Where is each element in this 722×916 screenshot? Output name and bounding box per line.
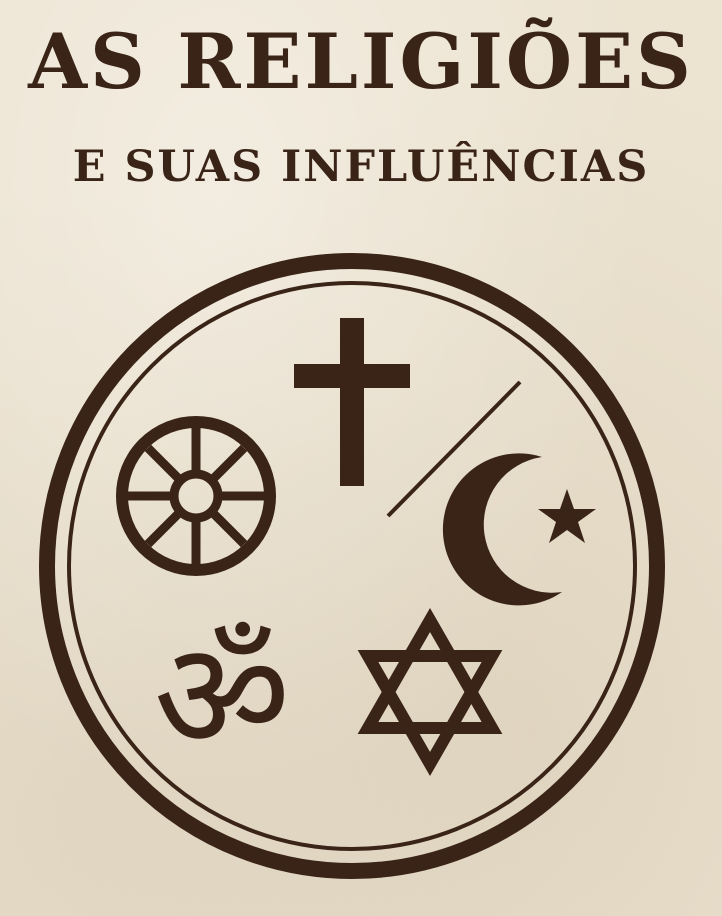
crescent-and-star-icon xyxy=(443,453,596,605)
svg-text:ॐ: ॐ xyxy=(153,610,291,784)
dharma-wheel-icon xyxy=(122,422,270,570)
christian-cross-icon xyxy=(294,318,410,486)
cover-subtitle: E SUAS INFLUÊNCIAS xyxy=(72,142,650,192)
cover-title: AS RELIGIÕES xyxy=(28,17,694,106)
om-icon xyxy=(154,610,291,784)
star-of-david-icon xyxy=(368,620,492,764)
